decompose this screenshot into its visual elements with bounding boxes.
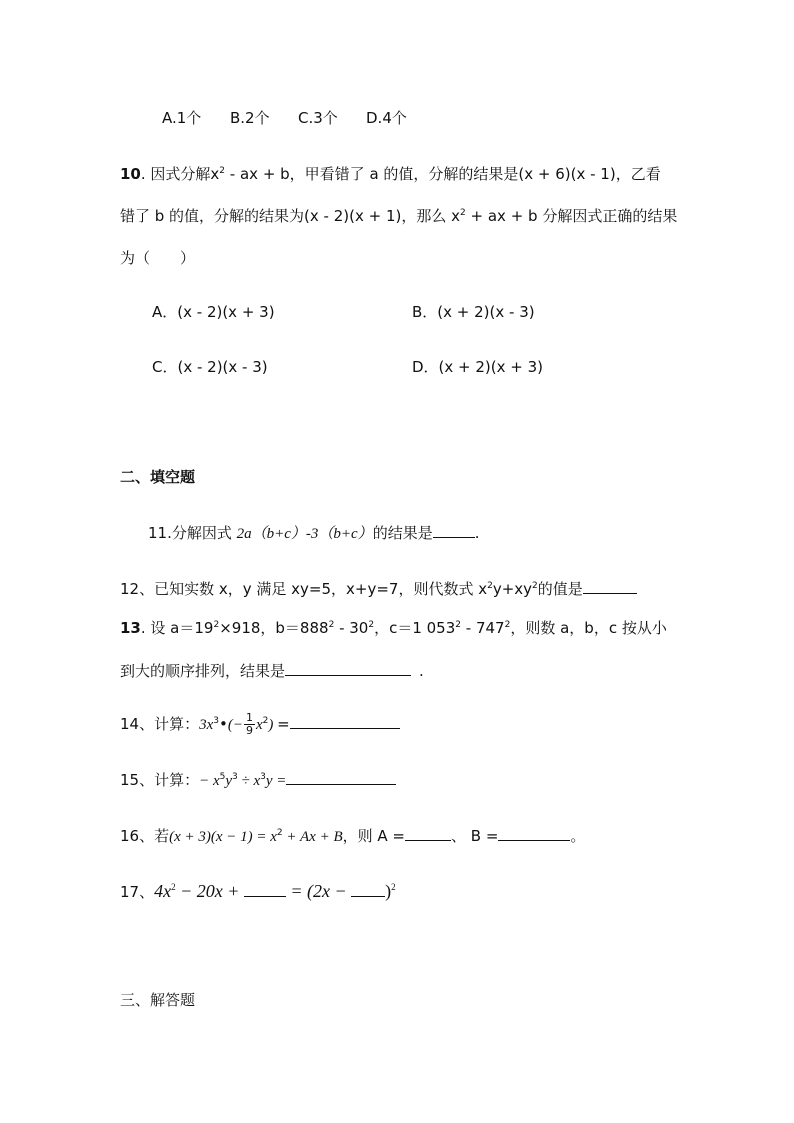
q12-sup-2: 2 — [532, 581, 538, 591]
q14-label: 14、计算： — [120, 715, 200, 733]
q12-text-a: 12、已知实数 x，y 满足 xy=5，x+y=7，则代数式 x — [120, 580, 488, 598]
q12-answer-blank[interactable] — [583, 579, 637, 594]
q14-answer-blank[interactable] — [290, 714, 400, 729]
q15-e3b: 3 — [260, 772, 266, 782]
q11-expression: 2a（b+c）-3（b+c） — [236, 526, 373, 542]
q15-div: ÷ x — [237, 773, 261, 789]
q12-sup-1: 2 — [487, 581, 493, 591]
q10-line3: 为（ ） — [120, 249, 196, 267]
q17-expression — [154, 881, 396, 901]
q13-line1-f: ，则数 a，b，c 按从小 — [510, 619, 667, 637]
q12-line — [120, 579, 637, 599]
q13-sup-3: 2 — [368, 620, 375, 630]
q13-sup-4: 2 — [455, 620, 462, 630]
q13-end: . — [419, 662, 424, 680]
q14-fraction — [244, 712, 255, 737]
q11-end: . — [474, 524, 480, 542]
q17-blank-1[interactable] — [244, 882, 286, 897]
q11-suffix: 的结果是 — [372, 524, 433, 542]
q14-coef: 3x — [199, 717, 214, 733]
q13-line2 — [120, 661, 424, 681]
q13-line1-a: . 设 a＝19 — [140, 619, 214, 637]
q16-end: 。 — [570, 827, 586, 845]
q16-line — [120, 826, 585, 847]
q12-text-c: 的值是 — [537, 580, 583, 598]
q10-number: 10 — [120, 165, 141, 183]
q14-denominator: 9 — [245, 724, 253, 737]
q11-answer-blank[interactable] — [433, 523, 475, 538]
q13-line1-d: ，c＝1 053 — [374, 619, 456, 637]
q13-line1 — [120, 618, 667, 638]
q14-exp3: 3 — [213, 716, 219, 726]
q11-prefix: 11.分解因式 — [148, 524, 237, 542]
q17-expr-b: − 20x + — [175, 881, 244, 901]
q16-rest: + Ax + B — [282, 829, 343, 845]
q10-sup-2: 2 — [460, 208, 466, 218]
q10-option-c: C．(x - 2)(x - 3) — [152, 358, 268, 376]
q16-label: 16、若 — [120, 827, 170, 845]
q17-blank-2[interactable] — [351, 882, 385, 897]
q10-line2-b: + ax + b 分解因式正确的结果 — [465, 207, 678, 225]
q9-option-a: A.1个 — [162, 109, 202, 127]
q16-expr: (x + 3)(x − 1) = x — [169, 829, 277, 845]
q9-option-c: C.3个 — [298, 109, 338, 127]
section-title-answer: 三、解答题 — [120, 991, 196, 1009]
q17-sup: 2 — [171, 882, 176, 892]
q17-sup2: 2 — [391, 882, 396, 892]
q17-expr-a: 4x — [154, 881, 172, 901]
q16-blank-a[interactable] — [405, 826, 451, 841]
q13-line1-e: - 747 — [461, 619, 505, 637]
q15-expr: − x — [199, 773, 220, 789]
q10-sup: 2 — [219, 166, 226, 176]
q15-y2: y = — [265, 773, 287, 789]
q17-expr-c: = (2x − — [285, 881, 352, 901]
q10-line2-a: 错了 b 的值，分解的结果为(x - 2)(x + 1)，那么 x — [120, 207, 461, 225]
q13-line1-b: ×918，b＝888 — [219, 619, 329, 637]
q16-sep: 、 B = — [451, 827, 499, 845]
q12-text-b: y+xy — [492, 580, 533, 598]
q10-line2 — [120, 206, 677, 226]
q16-blank-b[interactable] — [498, 826, 570, 841]
q16-sup: 2 — [276, 828, 283, 838]
q14-exp2: 2 — [262, 716, 269, 726]
q10-option-b: B．(x + 2)(x - 3) — [412, 303, 535, 321]
q15-line — [120, 770, 396, 791]
q9-option-b: B.2个 — [230, 109, 270, 127]
q10-option-a: A．(x - 2)(x + 3) — [152, 303, 275, 321]
q13-sup-2: 2 — [328, 620, 335, 630]
q10-line1-b: - ax + b，甲看错了 a 的值，分解的结果是(x + 6)(x - 1)，乙看 — [225, 165, 661, 183]
q15-answer-blank[interactable] — [286, 770, 396, 785]
q14-line: 14、计算：$3x^3•(-$ $\frac{1}{9}$ $x^2$) = — [120, 712, 400, 737]
q14-numerator: 1 — [245, 711, 253, 724]
q13-sup-5: 2 — [504, 620, 511, 630]
q11-line — [148, 523, 479, 544]
q13-sup-1: 2 — [213, 620, 220, 630]
q9-option-d: D.4个 — [366, 109, 407, 127]
q10-option-d: D．(x + 2)(x + 3) — [412, 358, 544, 376]
q17-expr-d: ) — [385, 881, 392, 901]
q15-label: 15、计算： — [120, 771, 200, 789]
q14-eq: = — [277, 715, 290, 733]
q13-line1-c: - 30 — [334, 619, 369, 637]
q15-e3: 3 — [232, 772, 238, 782]
q14-x: x — [255, 717, 263, 733]
q15-y: y — [225, 773, 233, 789]
section-title-fill-in: 二、填空题 — [120, 468, 196, 486]
q13-line2-text: 到大的顺序排列，结果是 — [120, 662, 286, 680]
q13-number: 13 — [120, 619, 141, 637]
q14-dot: • — [219, 715, 228, 733]
q10-line1-a: . 因式分解x — [140, 165, 220, 183]
q17-line — [120, 878, 396, 905]
q15-e5: 5 — [219, 772, 226, 782]
q10-line1 — [120, 164, 661, 184]
q16-mid: ，则 A = — [342, 827, 405, 845]
q13-answer-blank[interactable] — [285, 661, 411, 676]
q17-label: 17、 — [120, 883, 155, 901]
